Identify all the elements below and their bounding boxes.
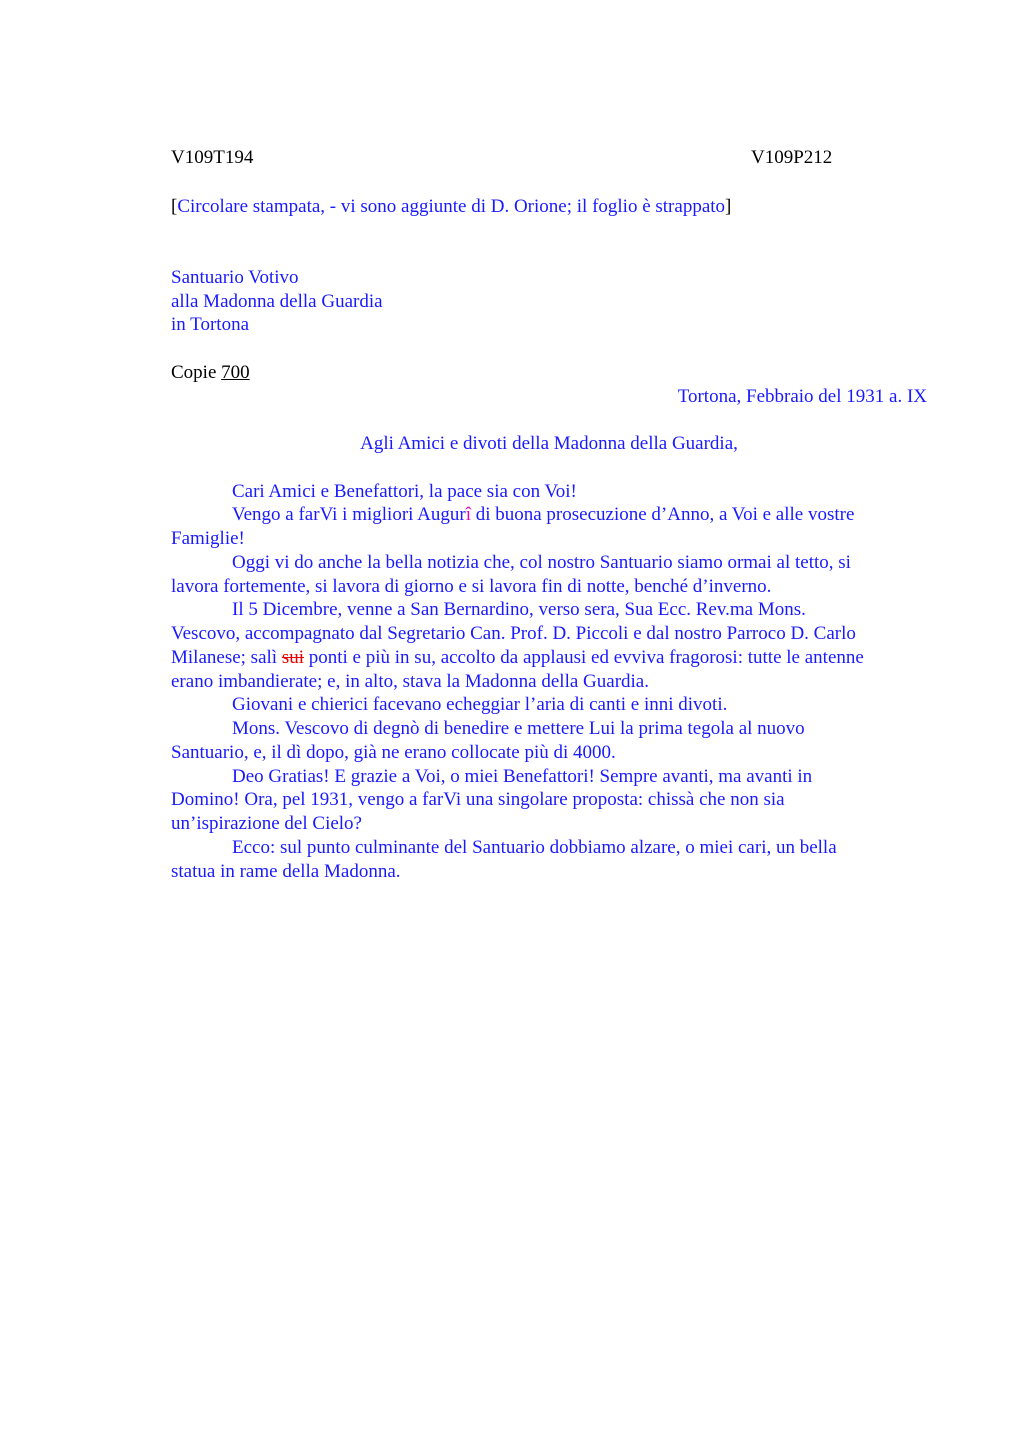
date-line: Tortona, Febbraio del 1931 a. IX xyxy=(677,386,927,407)
body-line-13: Deo Gratias! E grazie a Voi, o miei Benefattori! Sempre avanti, ma avanti in xyxy=(232,766,813,787)
body-line-2 xyxy=(232,503,854,527)
body-line-6: Il 5 Dicembre, venne a San Bernardino, verso sera, Sua Ecc. Rev.ma Mons. xyxy=(232,599,806,620)
sender-line-1: Santuario Votivo xyxy=(171,267,299,288)
archival-note xyxy=(171,195,731,219)
body-line-4: Oggi vi do anche la bella notizia che, col nostro Santuario siamo ormai al tetto, si xyxy=(232,552,851,573)
note-close-bracket: ] xyxy=(725,196,732,217)
body-line-10: Giovani e chierici facevano echeggiar l’aria di canti e inni divoti. xyxy=(232,694,728,715)
handwritten-correction: î xyxy=(465,504,471,525)
copies-number: 700 xyxy=(221,362,250,383)
body-line-8-c: ponti e più in su, accolto da applausi ed evviva fragorosi: tutte le antenne xyxy=(304,647,864,668)
body-line-12: Santuario, e, il dì dopo, già ne erano collocate più di 4000. xyxy=(171,742,616,763)
sender-line-3: in Tortona xyxy=(171,314,250,335)
body-line-7: Vescovo, accompagnato dal Segretario Can. Prof. D. Piccoli e dal nostro Parroco D. Carlo xyxy=(171,623,856,644)
sender-line-2: alla Madonna della Guardia xyxy=(171,291,383,312)
body-line-8 xyxy=(171,646,864,670)
body-line-5: lavora fortemente, si lavora di giorno e si lavora fin di notte, benché d’inverno. xyxy=(171,576,772,597)
body-line-15: un’ispirazione del Cielo? xyxy=(171,813,362,834)
body-line-2-c: di buona prosecuzione d’Anno, a Voi e alle vostre xyxy=(470,504,855,525)
copies-label: Copie xyxy=(171,362,217,383)
body-line-9: erano imbandierate; e, in alto, stava la Madonna della Guardia. xyxy=(171,671,649,692)
note-text: Circolare stampata, - vi sono aggiunte di D. Orione; il foglio è strappato xyxy=(177,196,726,217)
salutation-heading: Agli Amici e divoti della Madonna della Guardia, xyxy=(360,433,738,454)
header-right-code: V109P212 xyxy=(751,147,833,168)
copies-line xyxy=(171,361,250,385)
body-line-8-a: Milanese; salì xyxy=(171,647,282,668)
body-line-2-a: Vengo a farVi i migliori Augur xyxy=(232,504,466,525)
body-line-1: Cari Amici e Benefattori, la pace sia con Voi! xyxy=(232,481,577,502)
body-line-17: statua in rame della Madonna. xyxy=(171,861,401,882)
body-line-14: Domino! Ora, pel 1931, vengo a farVi una singolare proposta: chissà che non sia xyxy=(171,789,785,810)
struck-word: sui xyxy=(281,647,304,668)
body-line-11: Mons. Vescovo di degnò di benedire e mettere Lui la prima tegola al nuovo xyxy=(232,718,805,739)
body-line-16: Ecco: sul punto culminante del Santuario dobbiamo alzare, o miei cari, un bella xyxy=(232,837,837,858)
note-open-bracket: [ xyxy=(171,196,178,217)
body-line-3: Famiglie! xyxy=(171,528,245,549)
header-left-code: V109T194 xyxy=(171,147,254,168)
